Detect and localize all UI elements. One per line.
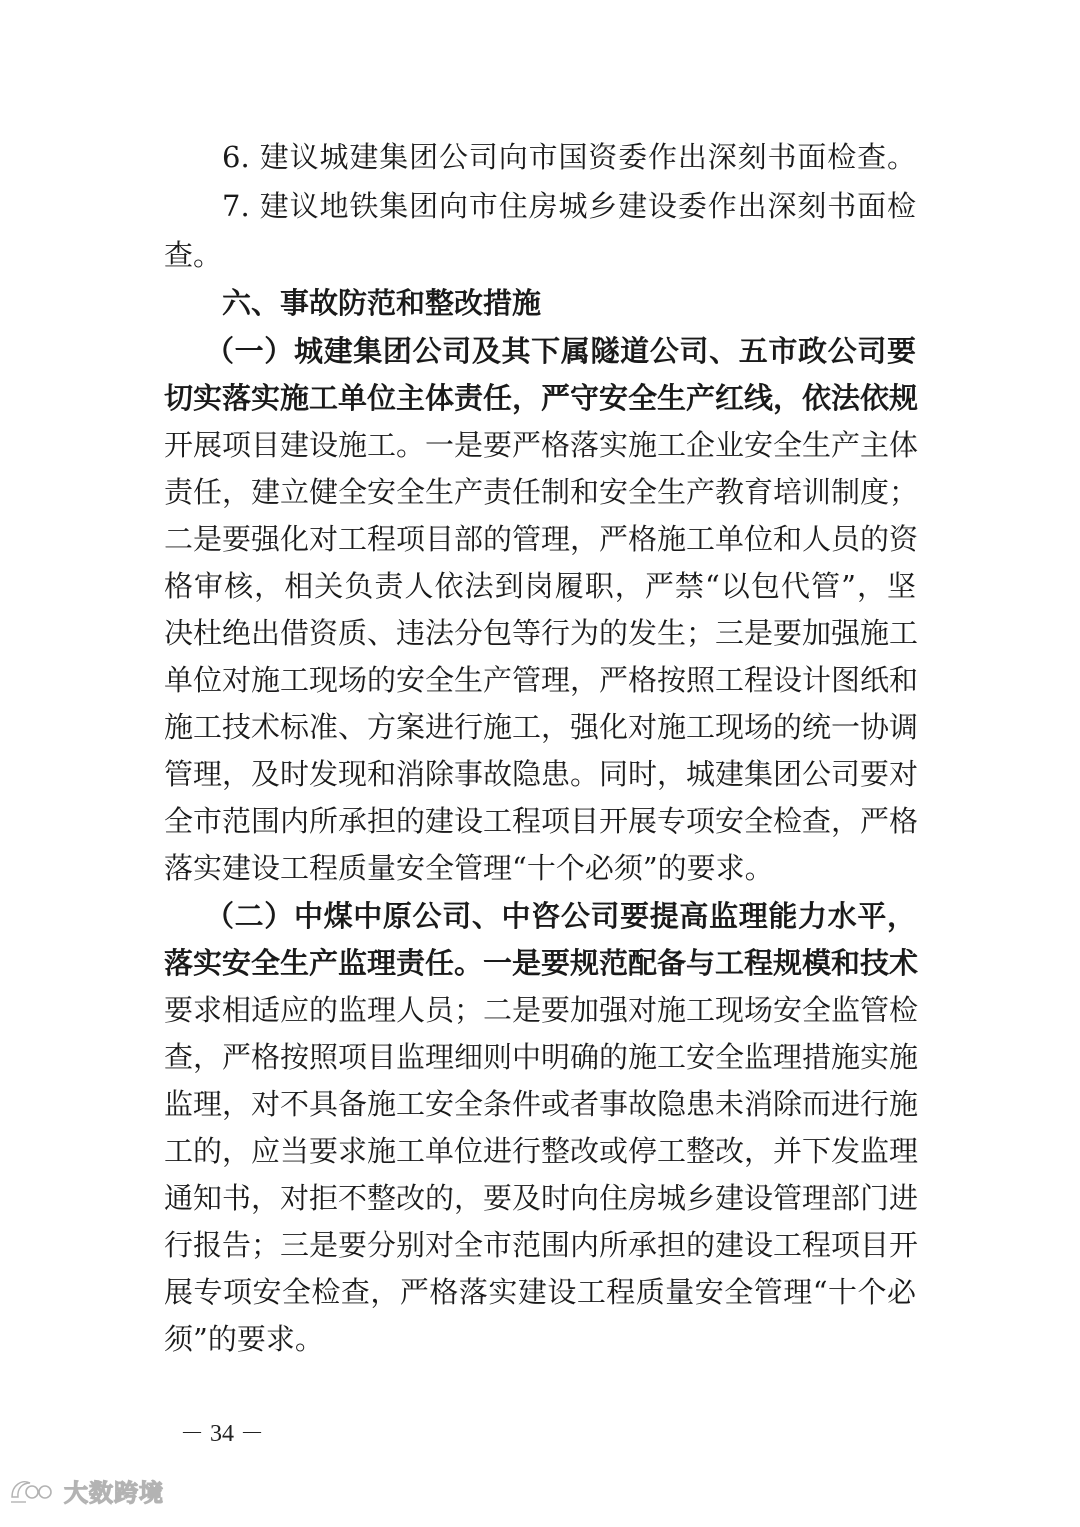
- paragraph-1-line-7: 决杜绝出借资质、违法分包等行为的发生；三是要加强施工: [164, 616, 919, 650]
- page-number: － 34 －: [180, 1421, 264, 1447]
- paragraph-1-line-2: 切实落实施工单位主体责任，严守安全生产红线，依法依规: [164, 381, 919, 415]
- paragraph-1-line-4: 责任，建立健全安全生产责任制和安全生产教育培训制度；: [164, 475, 919, 509]
- paragraph-2-line-10: 须”的要求。: [164, 1322, 324, 1356]
- paragraph-1-line-12: 落实建设工程质量安全管理“十个必须”的要求。: [164, 851, 774, 885]
- paragraph-2-line-2: 落实安全生产监理责任。一是要规范配备与工程规模和技术: [164, 946, 919, 980]
- paragraph-1-line-5: 二是要强化对工程项目部的管理，严格施工单位和人员的资: [164, 522, 919, 556]
- dashuju-logo-icon: [8, 1475, 58, 1505]
- recommendation-item-6: 6. 建议城建集团公司向市国资委作出深刻书面检查。: [222, 140, 916, 174]
- watermark-text: 大数跨境: [64, 1478, 164, 1507]
- recommendation-item-7: 7. 建议地铁集团向市住房城乡建设委作出深刻书面检: [222, 189, 916, 223]
- paragraph-2-line-8: 行报告；三是要分别对全市范围内所承担的建设工程项目开: [164, 1228, 919, 1262]
- paragraph-1-line-1: （一）城建集团公司及其下属隧道公司、五市政公司要: [205, 334, 916, 368]
- paragraph-2-line-9: 展专项安全检查，严格落实建设工程质量安全管理“十个必: [164, 1275, 916, 1309]
- paragraph-1-line-6: 格审核，相关负责人依法到岗履职，严禁“以包代管”，坚: [164, 569, 916, 603]
- watermark: [8, 1472, 164, 1508]
- paragraph-1-line-10: 管理，及时发现和消除事故隐患。同时，城建集团公司要对: [164, 757, 919, 791]
- paragraph-1-line-9: 施工技术标准、方案进行施工，强化对施工现场的统一协调: [164, 710, 919, 744]
- paragraph-1-line-11: 全市范围内所承担的建设工程项目开展专项安全检查，严格: [164, 804, 919, 838]
- paragraph-2-line-7: 通知书，对拒不整改的，要及时向住房城乡建设管理部门进: [164, 1181, 919, 1215]
- paragraph-1-line-8: 单位对施工现场的安全生产管理，严格按照工程设计图纸和: [164, 663, 919, 697]
- paragraph-2-line-4: 查，严格按照项目监理细则中明确的施工安全监理措施实施: [164, 1040, 919, 1074]
- paragraph-2-line-3: 要求相适应的监理人员；二是要加强对施工现场安全监管检: [164, 993, 919, 1027]
- paragraph-1-line-3: 开展项目建设施工。一是要严格落实施工企业安全生产主体: [164, 428, 919, 462]
- section-heading: 六、事故防范和整改措施: [222, 286, 542, 320]
- paragraph-2-line-5: 监理，对不具备施工安全条件或者事故隐患未消除而进行施: [164, 1087, 919, 1121]
- recommendation-item-7-cont: 查。: [164, 238, 223, 272]
- paragraph-2-line-6: 工的，应当要求施工单位进行整改或停工整改，并下发监理: [164, 1134, 919, 1168]
- paragraph-2-line-1: （二）中煤中原公司、中咨公司要提高监理能力水平，: [205, 899, 916, 933]
